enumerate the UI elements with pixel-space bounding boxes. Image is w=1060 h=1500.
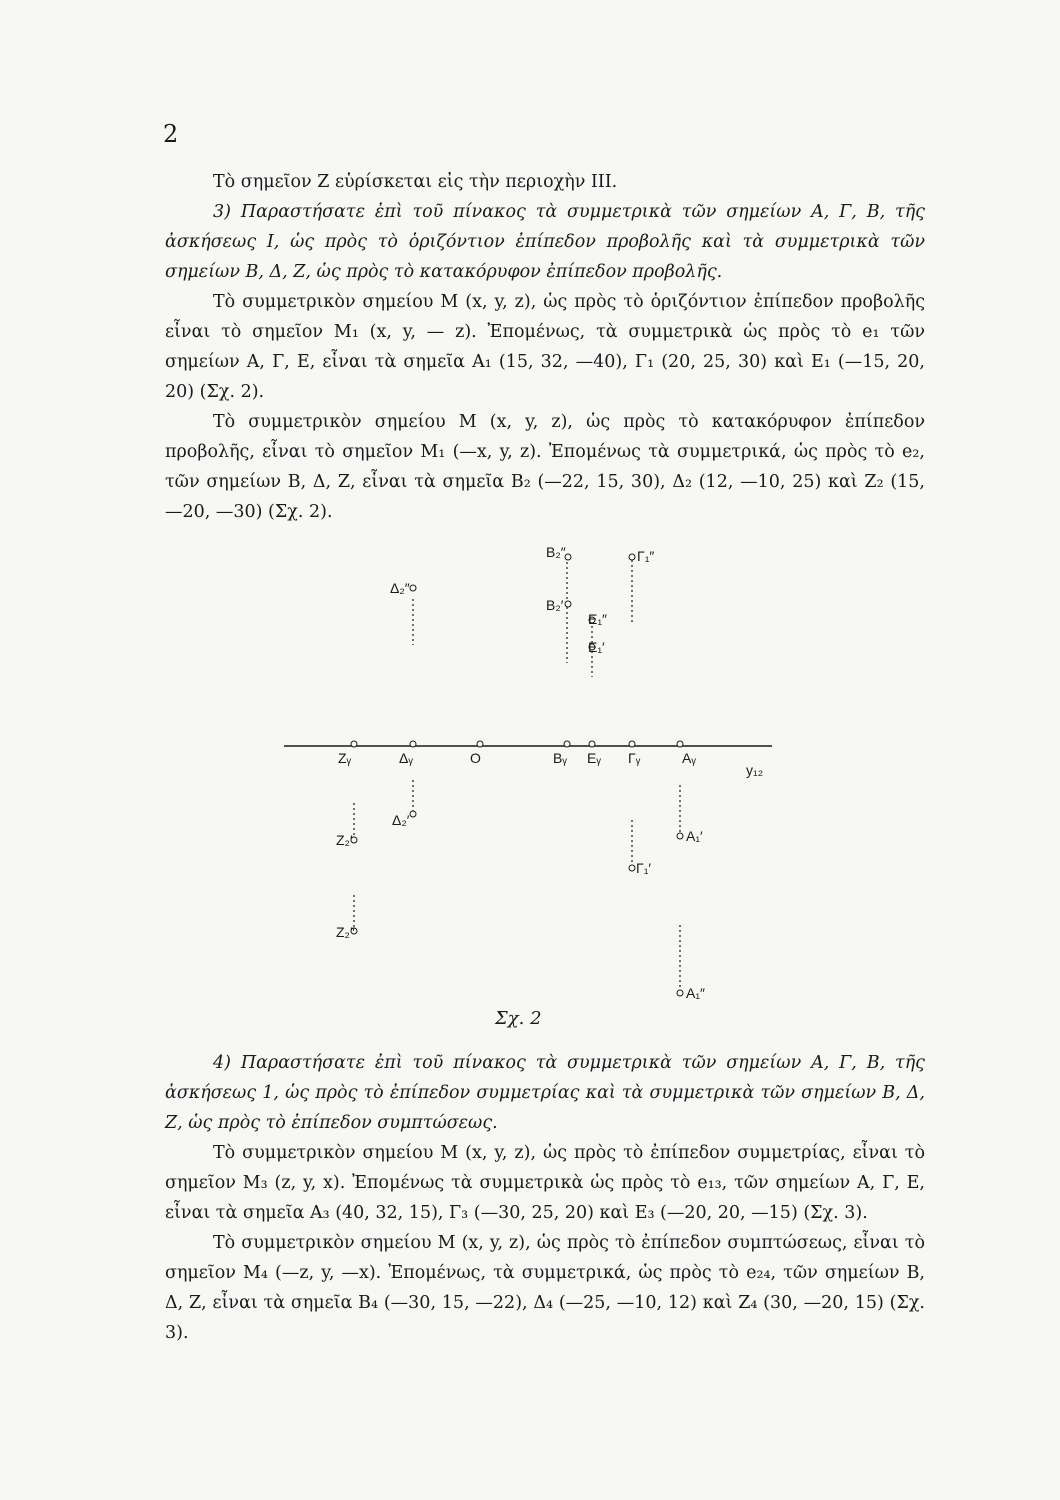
- axis-label-d: Δᵧ: [399, 750, 413, 766]
- label-a1-prime: Α₁′: [686, 828, 703, 844]
- axis-point-e: [587, 741, 601, 766]
- paragraph-horizontal-symmetry: Τὸ συμμετρικὸν σημείου Μ (x, y, z), ὡς πρὸς τὸ ὁριζόντιον ἐπίπεδον προβολῆς εἶναι τὸ σημεῖον Μ₁ (x, y, — z). Ἐπομένως, τὰ συμμετρικὰ ὡς πρὸς τὸ e₁ τῶν σημείων Α, Γ, Ε, εἶναι τὰ σημεῖα Α₁ (15, 32, —40), Γ₁ (20, 25, 30) καὶ Ε₁ (—15, 20, 20) (Σχ. 2).: [165, 292, 925, 402]
- axis-label: y₁₂: [746, 762, 764, 778]
- point-g1-double-prime: [629, 548, 654, 564]
- axis-point-g: [628, 741, 641, 766]
- axis-label-e: Εᵧ: [587, 750, 601, 766]
- label-z2-prime: Ζ₂′: [336, 832, 353, 848]
- page-number: 2: [163, 120, 179, 148]
- label-d2-double-prime: Δ₂″: [390, 580, 410, 596]
- axis-label-o: Ο: [470, 750, 481, 766]
- axis-point-a: [677, 741, 696, 766]
- axis-point-o: [470, 741, 483, 766]
- point-a1-double-prime: [677, 985, 705, 1001]
- point-d2-prime: [392, 811, 416, 828]
- point-b2-double-prime: [546, 544, 571, 560]
- axis-point-b: [553, 741, 570, 766]
- label-g1-prime: Γ₁′: [636, 860, 652, 876]
- label-e1-double-prime: Ε₁″: [588, 611, 608, 627]
- paragraph-symmetry-plane: Τὸ συμμετρικὸν σημείου Μ (x, y, z), ὡς πρὸς τὸ ἐπίπεδον συμμετρίας, εἶναι τὸ σημεῖον Μ₃ (z, y, x). Ἐπομένως τὰ συμμετρικὰ ὡς πρὸς τὸ e₁₃, τῶν σημείων Α, Γ, Ε, εἶναι τὰ σημεῖα Α₃ (40, 32, 15), Γ₃ (—30, 25, 20) καὶ Ε₃ (—20, 20, —15) (Σχ. 3).: [165, 1143, 925, 1223]
- axis-label-a: Αᵧ: [682, 750, 696, 766]
- label-g1-double-prime: Γ₁″: [637, 548, 655, 564]
- label-e1-prime: Ε₁′: [588, 639, 605, 655]
- figure-caption: Σχ. 2: [495, 1008, 542, 1029]
- point-e1-prime: [588, 639, 605, 655]
- point-d2-double-prime: [390, 580, 416, 596]
- point-b2-prime: [546, 597, 571, 613]
- axis-label-z: Ζᵧ: [338, 750, 352, 766]
- exercise-3-statement: 3) Παραστήσατε ἐπὶ τοῦ πίνακος τὰ συμμετρικὰ τῶν σημείων Α, Γ, Β, τῆς ἀσκήσεως Ι, ὡς πρὸς τὸ ὁριζόντιον ἐπίπεδον προβολῆς καὶ τὰ συμμετρικὰ τῶν σημείων Β, Δ, Ζ, ὡς πρὸς τὸ κατακόρυφον ἐπίπεδον προβολῆς.: [165, 202, 925, 282]
- figure-2-svg: [270, 535, 790, 1035]
- point-g1-prime: [629, 860, 651, 876]
- text-block-bottom: [165, 1048, 925, 1348]
- label-z2-double-prime: Ζ₂″: [336, 924, 355, 940]
- point-z2-double-prime: [336, 924, 357, 940]
- text-block-top: [165, 167, 925, 527]
- paragraph-region-note: Τὸ σημεῖον Ζ εὑρίσκεται εἰς τὴν περιοχὴν III.: [213, 172, 618, 192]
- axis-label-g: Γᵧ: [628, 750, 641, 766]
- label-b2-prime: Β₂′: [546, 597, 564, 613]
- axis-point-d: [399, 741, 416, 766]
- axis-point-z: [338, 741, 357, 766]
- figure-2-diagram: [270, 535, 790, 1035]
- axis-label-b: Βᵧ: [553, 750, 567, 766]
- label-b2-double-prime: Β₂″: [546, 544, 566, 560]
- point-a1-prime: [677, 828, 703, 844]
- label-d2-prime: Δ₂′: [392, 812, 410, 828]
- label-a1-double-prime: Α₁″: [686, 985, 706, 1001]
- paragraph-coincidence-plane: Τὸ συμμετρικὸν σημείου Μ (x, y, z), ὡς πρὸς τὸ ἐπίπεδον συμπτώσεως, εἶναι τὸ σημεῖον Μ₄ (—z, y, —x). Ἐπομένως, τὰ συμμετρικά, ὡς πρὸς τὸ e₂₄, τῶν σημείων Β, Δ, Ζ, εἶναι τὰ σημεῖα Β₄ (—30, 15, —22), Δ₄ (—25, —10, 12) καὶ Ζ₄ (30, —20, 15) (Σχ. 3).: [165, 1233, 925, 1343]
- exercise-4-statement: 4) Παραστήσατε ἐπὶ τοῦ πίνακος τὰ συμμετρικὰ τῶν σημείων Α, Γ, Β, τῆς ἀσκήσεως 1, ὡς πρὸς τὸ ἐπίπεδον συμμετρίας καὶ τὰ συμμετρικὰ τῶν σημείων Β, Δ, Ζ, ὡς πρὸς τὸ ἐπίπεδον συμπτώσεως.: [165, 1053, 925, 1133]
- point-e1-double-prime: [588, 611, 607, 627]
- paragraph-vertical-symmetry: Τὸ συμμετρικὸν σημείου Μ (x, y, z), ὡς πρὸς τὸ κατακόρυφον ἐπίπεδον προβολῆς, εἶναι τὸ σημεῖον Μ₁ (—x, y, z). Ἐπομένως τὰ συμμετρικά, ὡς πρὸς τὸ e₂, τῶν σημείων Β, Δ, Ζ, εἶναι τὰ σημεῖα Β₂ (—22, 15, 30), Δ₂ (12, —10, 25) καὶ Ζ₂ (15, —20, —30) (Σχ. 2).: [165, 412, 925, 522]
